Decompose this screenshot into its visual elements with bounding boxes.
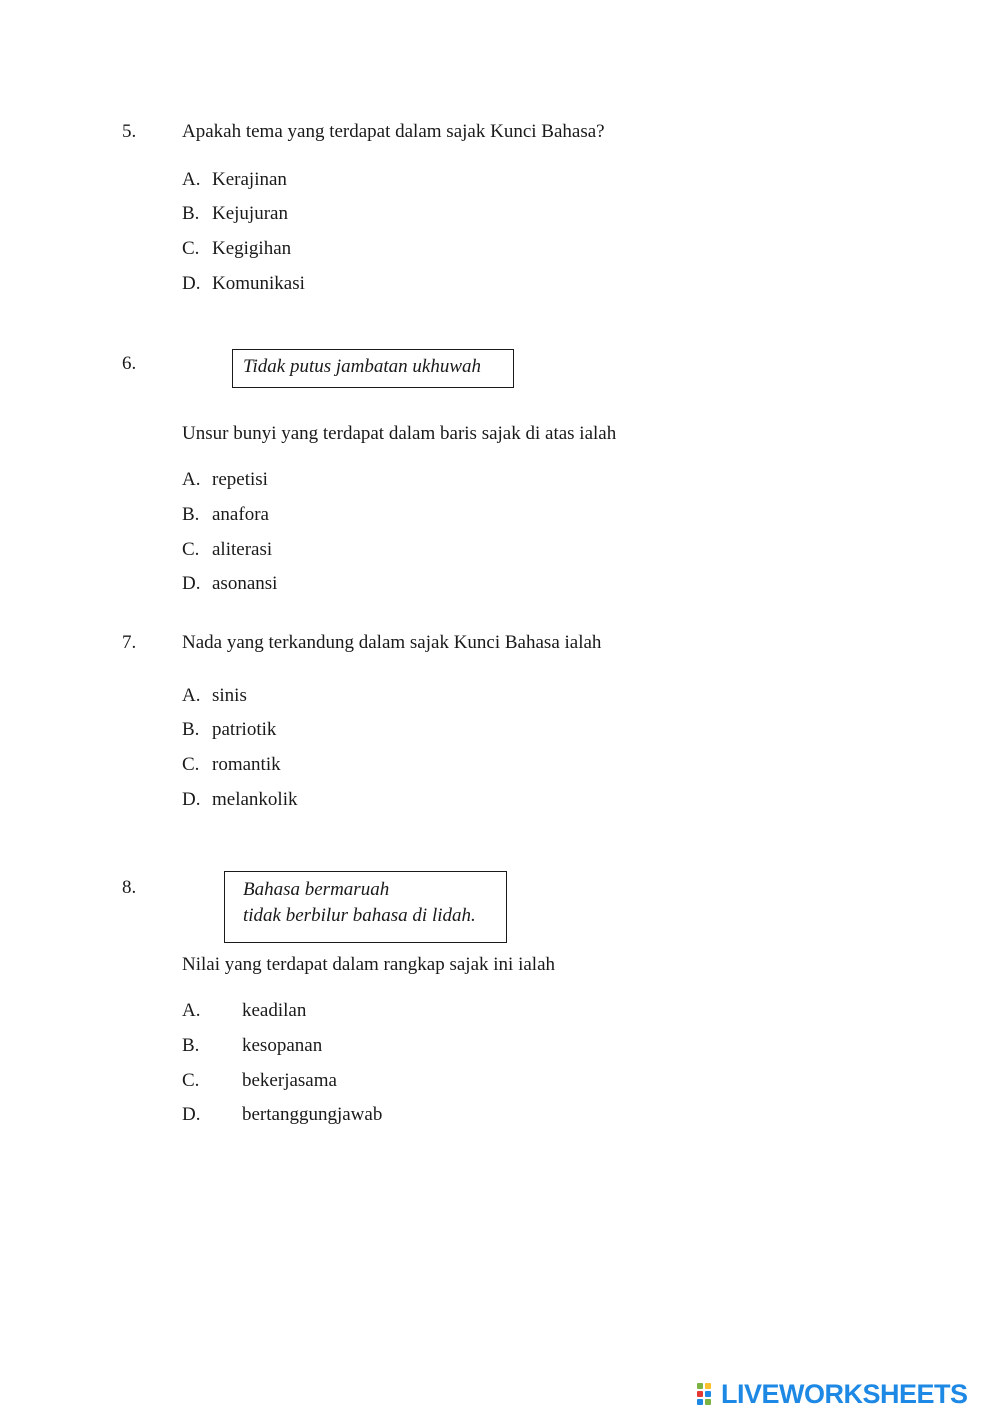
option-letter: A. [182,169,201,190]
option-letter: A. [182,685,201,706]
question-stem: Unsur bunyi yang terdapat dalam baris sajak di atas ialah [182,423,617,444]
question-number: 7. [122,632,137,653]
liveworksheets-logo[interactable] [697,1379,968,1409]
option-text: bertanggungjawab [242,1104,383,1125]
quote-box [232,349,514,388]
option-text: melankolik [212,789,298,810]
option-letter: B. [182,203,200,224]
option-letter: B. [182,719,200,740]
liveworksheets-logo-text: LIVEWORKSHEETS [721,1378,968,1409]
option-letter: C. [182,1070,200,1091]
option-text: Kegigihan [212,238,292,259]
option-letter: A. [182,469,201,490]
option-text: keadilan [242,1000,307,1021]
option-text: aliterasi [212,539,273,560]
question-number: 6. [122,353,137,374]
option-text: asonansi [212,573,278,594]
option-text: romantik [212,754,281,775]
option-text: anafora [212,504,269,525]
quote-box [224,871,507,943]
option-text: patriotik [212,719,277,740]
option-letter: B. [182,504,200,525]
option-letter: B. [182,1035,200,1056]
option-text: Kerajinan [212,169,287,190]
option-text: kesopanan [242,1035,323,1056]
question-stem: Nada yang terkandung dalam sajak Kunci Bahasa ialah [182,632,602,653]
question-number: 5. [122,121,137,142]
option-letter: D. [182,789,201,810]
option-letter: D. [182,273,201,294]
question-number: 8. [122,877,137,898]
option-text: Komunikasi [212,273,305,294]
option-text: sinis [212,685,247,706]
liveworksheets-logo-icon [697,1383,719,1405]
option-letter: D. [182,573,201,594]
option-letter: C. [182,238,200,259]
option-text: bekerjasama [242,1070,337,1091]
option-text: Kejujuran [212,203,288,224]
option-letter: A. [182,1000,201,1021]
option-letter: D. [182,1104,201,1125]
option-letter: C. [182,539,200,560]
quote-line: Bahasa bermaruah [243,879,390,900]
question-stem: Apakah tema yang terdapat dalam sajak Kunci Bahasa? [182,121,605,142]
question-stem: Nilai yang terdapat dalam rangkap sajak ini ialah [182,954,555,975]
quote-line: tidak berbilur bahasa di lidah. [243,905,476,926]
option-text: repetisi [212,469,268,490]
option-letter: C. [182,754,200,775]
quote-line: Tidak putus jambatan ukhuwah [243,356,482,377]
